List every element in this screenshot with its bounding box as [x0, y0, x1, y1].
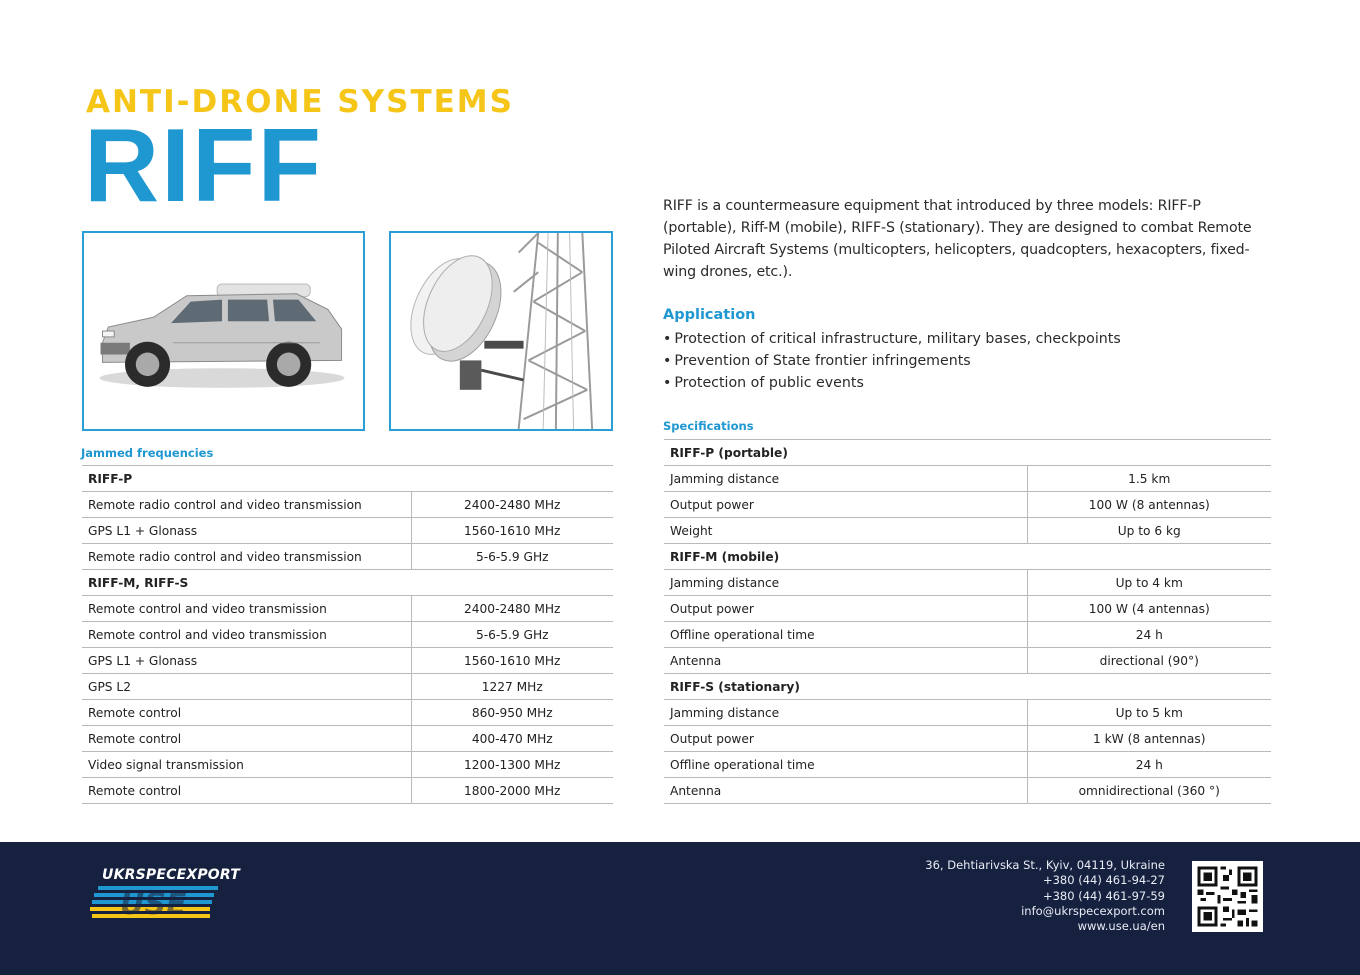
- table-row: [82, 596, 613, 622]
- group-label: RIFF-P: [82, 466, 613, 492]
- company-logo-text: UKRSPECEXPORT: [102, 867, 240, 883]
- row-label: GPS L2: [82, 674, 411, 700]
- row-label: Remote radio control and video transmission: [82, 544, 411, 570]
- vehicle-illustration: [84, 233, 363, 429]
- table-group-row: [82, 466, 613, 492]
- table-group-row: [664, 440, 1271, 466]
- row-label: Output power: [664, 726, 1027, 752]
- table-row: [82, 700, 613, 726]
- row-label: Antenna: [664, 648, 1027, 674]
- row-label: Jamming distance: [664, 570, 1027, 596]
- row-label: GPS L1 + Glonass: [82, 518, 411, 544]
- table-row: [664, 726, 1271, 752]
- row-label: GPS L1 + Glonass: [82, 648, 411, 674]
- ukrspecexport-logo-icon: [90, 884, 230, 924]
- table-row: [664, 778, 1271, 804]
- row-label: Jamming distance: [664, 700, 1027, 726]
- svg-text:USE: USE: [120, 887, 187, 922]
- group-label: RIFF-M, RIFF-S: [82, 570, 613, 596]
- table-group-row: [664, 544, 1271, 570]
- list-item: • Prevention of State frontier infringements: [663, 350, 1121, 372]
- application-heading: Application: [663, 307, 756, 323]
- list-item: • Protection of critical infrastructure, military bases, checkpoints: [663, 328, 1121, 350]
- row-value: 5-6-5.9 GHz: [411, 622, 613, 648]
- table-group-row: [664, 674, 1271, 700]
- group-label: RIFF-S (stationary): [664, 674, 1271, 700]
- row-label: Remote radio control and video transmission: [82, 492, 411, 518]
- jammed-frequencies-table: [82, 465, 613, 804]
- row-value: 100 W (8 antennas): [1027, 492, 1271, 518]
- row-value: 2400-2480 MHz: [411, 596, 613, 622]
- vehicle-photo: [82, 231, 365, 431]
- row-label: Remote control: [82, 700, 411, 726]
- group-label: RIFF-M (mobile): [664, 544, 1271, 570]
- row-label: Video signal transmission: [82, 752, 411, 778]
- website-link[interactable]: www.use.ua/en: [1077, 919, 1165, 934]
- row-label: Remote control: [82, 726, 411, 752]
- table-row: [82, 518, 613, 544]
- antenna-tower-photo: [389, 231, 613, 431]
- table-row: [664, 752, 1271, 778]
- row-value: 24 h: [1027, 752, 1271, 778]
- phone-2[interactable]: +380 (44) 461-97-59: [1042, 888, 1165, 903]
- table-row: [82, 726, 613, 752]
- row-label: Antenna: [664, 778, 1027, 804]
- table-row: [82, 492, 613, 518]
- group-label: RIFF-P (portable): [664, 440, 1271, 466]
- row-label: Weight: [664, 518, 1027, 544]
- table-row: [82, 648, 613, 674]
- row-value: 24 h: [1027, 622, 1271, 648]
- table-row: [664, 648, 1271, 674]
- row-label: Output power: [664, 596, 1027, 622]
- table-row: [82, 752, 613, 778]
- table-row: [664, 700, 1271, 726]
- jammed-frequencies-heading: Jammed frequencies: [81, 446, 214, 460]
- row-value: 1 kW (8 antennas): [1027, 726, 1271, 752]
- row-label: Output power: [664, 492, 1027, 518]
- row-label: Remote control and video transmission: [82, 622, 411, 648]
- table-group-row: [82, 570, 613, 596]
- table-row: [82, 778, 613, 804]
- row-label: Remote control and video transmission: [82, 596, 411, 622]
- table-row: [664, 466, 1271, 492]
- table-row: [664, 596, 1271, 622]
- page-title: RIFF: [84, 108, 324, 224]
- contact-info: [925, 858, 1165, 934]
- row-value: 1200-1300 MHz: [411, 752, 613, 778]
- row-value: Up to 4 km: [1027, 570, 1271, 596]
- address: 36, Dehtiarivska St., Kyiv, 04119, Ukraine: [925, 858, 1165, 872]
- application-list: [663, 328, 1121, 394]
- table-row: [664, 518, 1271, 544]
- row-value: 860-950 MHz: [411, 700, 613, 726]
- qr-code-icon[interactable]: [1192, 861, 1263, 932]
- row-label: Offline operational time: [664, 622, 1027, 648]
- page-subtitle: ANTI-DRONE SYSTEMS: [86, 84, 514, 120]
- table-row: [664, 570, 1271, 596]
- specifications-heading: Specifications: [663, 419, 754, 433]
- row-label: Remote control: [82, 778, 411, 804]
- table-row: [664, 622, 1271, 648]
- list-item: • Protection of public events: [663, 372, 1121, 394]
- row-value: omnidirectional (360 °): [1027, 778, 1271, 804]
- intro-paragraph: RIFF is a countermeasure equipment that introduced by three models: RIFF-P (portable), Riff-M (mobile), RIFF-S (stationary). They are designed to combat Remote Piloted Aircraft Systems (multicopters, helicopters, quadcopters, hexacopters, fixed- wing drones, etc.).: [663, 198, 1252, 280]
- row-label: Offline operational time: [664, 752, 1027, 778]
- row-value: 1800-2000 MHz: [411, 778, 613, 804]
- row-value: directional (90°): [1027, 648, 1271, 674]
- row-value: 1560-1610 MHz: [411, 648, 613, 674]
- row-value: 100 W (4 antennas): [1027, 596, 1271, 622]
- row-value: Up to 6 kg: [1027, 518, 1271, 544]
- specifications-table: [664, 439, 1271, 804]
- row-value: 400-470 MHz: [411, 726, 613, 752]
- phone-1[interactable]: +380 (44) 461-94-27: [1042, 873, 1165, 888]
- table-row: [82, 674, 613, 700]
- row-value: 5-6-5.9 GHz: [411, 544, 613, 570]
- table-row: [82, 544, 613, 570]
- table-row: [82, 622, 613, 648]
- table-row: [664, 492, 1271, 518]
- row-value: 1.5 km: [1027, 466, 1271, 492]
- row-value: 1560-1610 MHz: [411, 518, 613, 544]
- row-value: Up to 5 km: [1027, 700, 1271, 726]
- email-link[interactable]: info@ukrspecexport.com: [1021, 903, 1165, 918]
- antenna-illustration: [391, 233, 611, 429]
- row-value: 2400-2480 MHz: [411, 492, 613, 518]
- row-value: 1227 MHz: [411, 674, 613, 700]
- row-label: Jamming distance: [664, 466, 1027, 492]
